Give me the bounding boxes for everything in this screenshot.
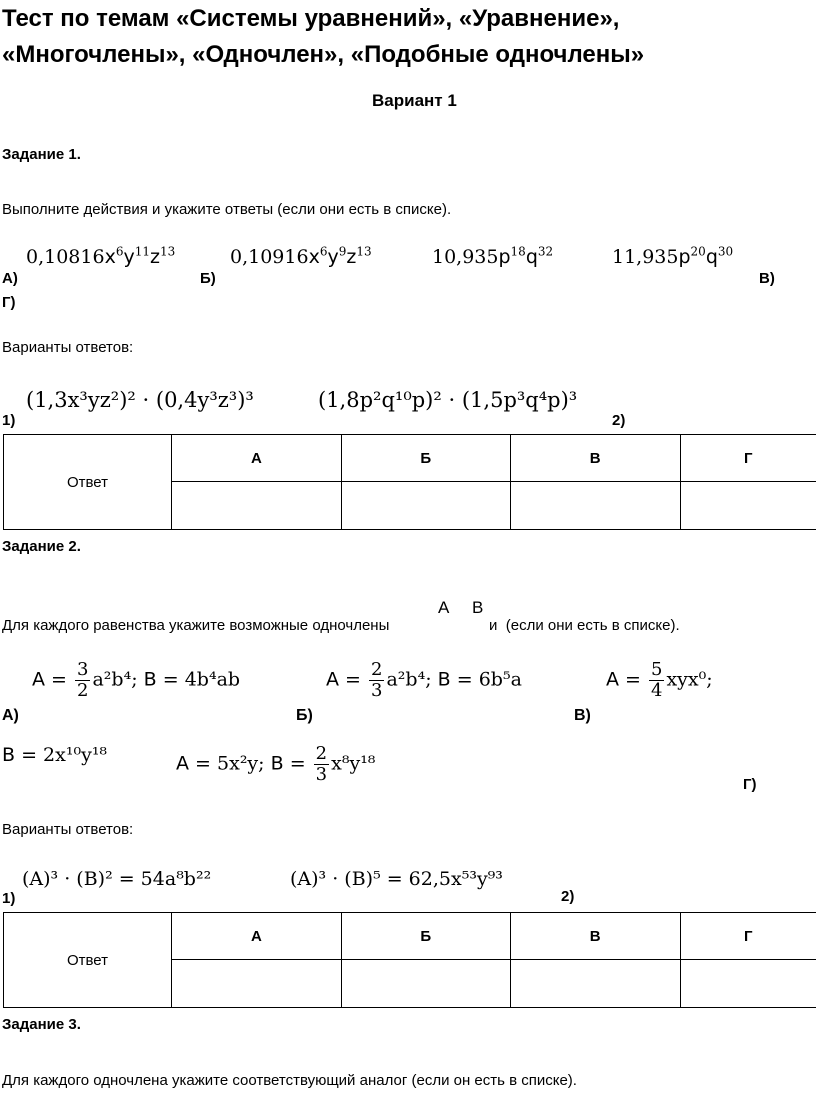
column-header-a: А: [172, 435, 342, 482]
task2-option-c-part2: B = 2x¹⁰y¹⁸: [2, 744, 108, 766]
task1-option-c: $10,935p^{18}q^{32}$: [432, 244, 554, 268]
column-header-b: Б: [341, 913, 510, 960]
task1-option-a: $0,10816x^6y^{11}z^{13}$: [26, 244, 176, 268]
title-line-2: «Многочлены», «Одночлен», «Подобные одночлены»: [2, 41, 645, 68]
task1-answer-label-2: 2): [612, 412, 626, 429]
task2-label-d: Г): [743, 776, 757, 793]
column-header-b: Б: [341, 435, 510, 482]
task2-expression-1: (A)³ · (B)² = 54a⁸b²²: [22, 868, 212, 890]
answer-cell-a[interactable]: [172, 482, 342, 530]
task2-label-a: А): [2, 707, 19, 724]
column-header-d: Г: [680, 913, 816, 960]
task2-heading: Задание 2.: [2, 538, 81, 555]
variant-heading: Вариант 1: [372, 91, 457, 110]
task1-option-d: $11,935p^{20}q^{30}$: [612, 244, 734, 268]
task2-letter-a: A: [438, 598, 450, 617]
task1-label-a: А): [2, 270, 18, 287]
task2-letter-b: B: [472, 598, 484, 617]
task2-option-a: A = $\frac{3}{2}$ a²b⁴; B = 4b⁴ab: [32, 659, 241, 701]
answer-label-cell: Ответ: [4, 913, 172, 1008]
task3-heading: Задание 3.: [2, 1016, 81, 1033]
answer-cell-b[interactable]: [341, 960, 510, 1008]
task1-answer-table: [3, 434, 816, 530]
task1-heading: Задание 1.: [2, 146, 81, 163]
task2-answer-label-2: 2): [561, 888, 575, 905]
answer-cell-c[interactable]: [510, 482, 680, 530]
task1-expression-1: (1,3x³yz²)² · (0,4y³z³)³: [26, 388, 254, 412]
task1-label-c: В): [759, 270, 775, 287]
task2-label-c: В): [574, 707, 591, 724]
answer-cell-b[interactable]: [341, 482, 510, 530]
title-line-1: Тест по темам «Системы уравнений», «Уравнение»,: [2, 5, 620, 32]
task2-option-b: A = $\frac{2}{3}$ a²b⁴; B = 6b⁵a: [326, 659, 522, 701]
task1-label-b: Б): [200, 270, 216, 287]
column-header-d: Г: [680, 435, 816, 482]
task2-label-b: Б): [296, 707, 313, 724]
answer-cell-d[interactable]: [680, 960, 816, 1008]
answer-label-cell: Ответ: [4, 435, 172, 530]
task2-instruction: Для каждого равенства укажите возможные одночлены: [2, 617, 390, 634]
task1-answers-heading: Варианты ответов:: [2, 339, 134, 356]
task3-instruction: Для каждого одночлена укажите соответствующий аналог (если он есть в списке).: [2, 1072, 577, 1089]
column-header-c: В: [510, 435, 680, 482]
task1-expression-2: (1,8p²q¹⁰p)² · (1,5p³q⁴p)³: [318, 388, 578, 412]
task1-answer-label-1: 1): [2, 412, 16, 429]
task2-expression-2: (A)³ · (B)⁵ = 62,5x⁵³y⁹³: [290, 868, 503, 890]
task2-answers-heading: Варианты ответов:: [2, 821, 134, 838]
answer-cell-c[interactable]: [510, 960, 680, 1008]
task1-option-b: $0,10916x^6y^9z^{13}$: [230, 244, 372, 268]
answer-cell-a[interactable]: [172, 960, 342, 1008]
column-header-a: А: [172, 913, 342, 960]
task1-label-d: Г): [2, 294, 16, 311]
answer-cell-d[interactable]: [680, 482, 816, 530]
task2-instruction-tail: и (если они есть в списке).: [489, 617, 680, 634]
task2-answer-table: [3, 912, 816, 1008]
column-header-c: В: [510, 913, 680, 960]
task1-instruction: Выполните действия и укажите ответы (если они есть в списке).: [2, 201, 452, 218]
task2-answer-label-1: 1): [2, 890, 16, 907]
task2-option-c-part1: A = $\frac{5}{4}$ xyx⁰;: [606, 659, 713, 701]
task2-option-d: A = 5x²y; B = $\frac{2}{3}$ x⁸y¹⁸: [176, 743, 376, 785]
